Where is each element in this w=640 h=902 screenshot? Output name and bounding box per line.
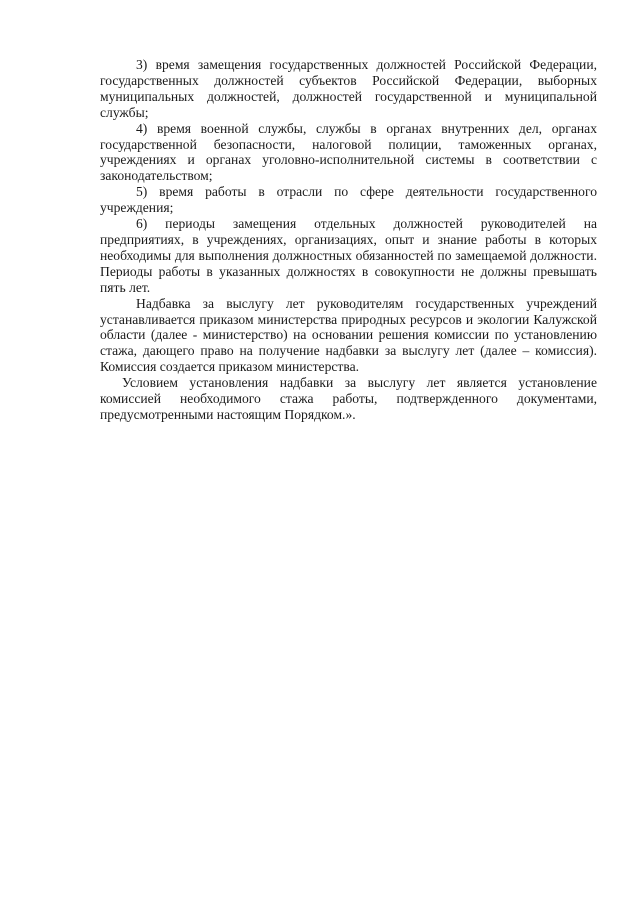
paragraph-item-5: 5) время работы в отрасли по сфере деятельности государственного учреждения; [100,184,597,216]
paragraph-item-6: 6) периоды замещения отдельных должностей руководителей на предприятиях, в учреждениях, организациях, опыт и знание работы в которых необходимы для выполнения должностных обязанностей по замещаемой должности. Периоды работы в указанных должностях в совокупности не должны превышать пять лет. [100,216,597,295]
paragraph-bonus-condition: Условием установления надбавки за выслугу лет является установление комиссией необходимого стажа работы, подтвержденного документами, предусмотренными настоящим Порядком.». [100,375,597,422]
paragraph-item-3: 3) время замещения государственных должностей Российской Федерации, государственных должностей субъектов Российской Федерации, выборных муниципальных должностей, должностей государственной и муниципальной службы; [100,57,597,120]
paragraph-item-4: 4) время военной службы, службы в органах внутренних дел, органах государственной безопасности, налоговой полиции, таможенных органах, учреждениях и органах уголовно-исполнительной системы в соответствии с законодательством; [100,120,597,184]
paragraph-bonus-establishment: Надбавка за выслугу лет руководителям государственных учреждений устанавливается приказом министерства природных ресурсов и экологии Калужской области (далее - министерство) на основании решения комиссии по установлению стажа, дающего право на получение надбавки за выслугу лет (далее – комиссия). Комиссия создается приказом министерства. [100,295,597,375]
document-body [100,57,597,423]
